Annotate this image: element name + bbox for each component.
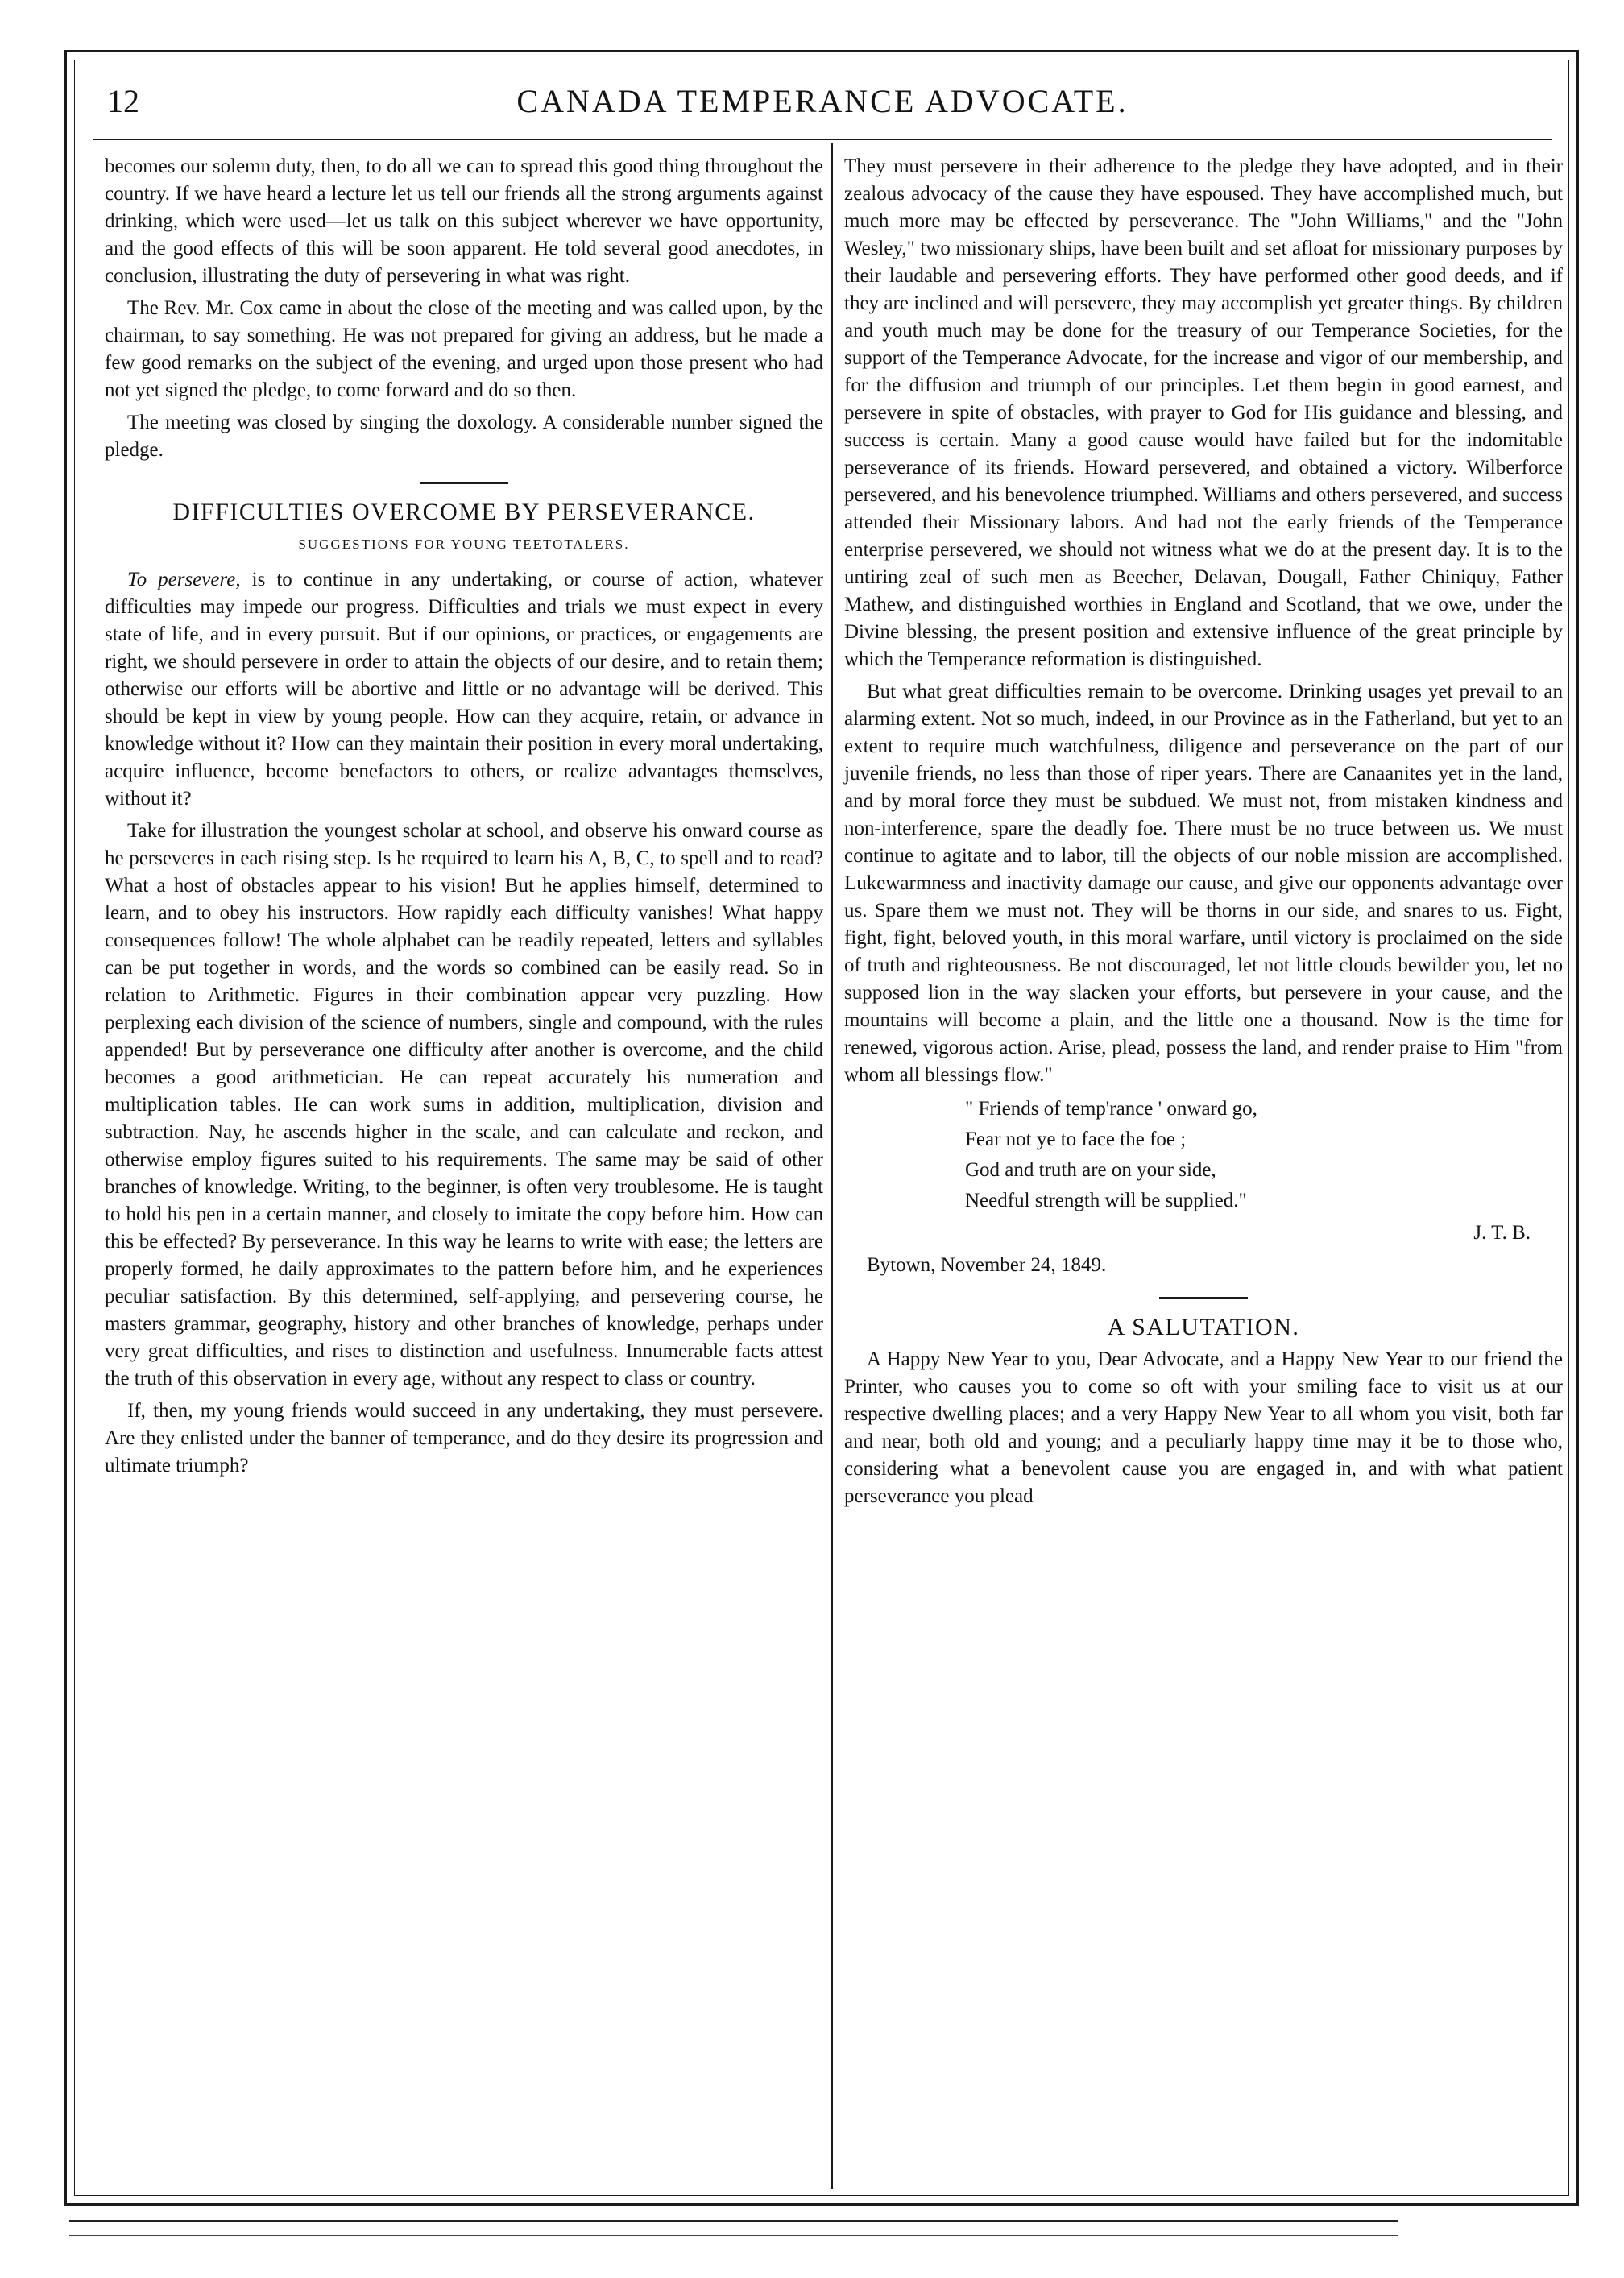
poem-line: God and truth are on your side, xyxy=(965,1159,1216,1181)
left-column xyxy=(105,153,823,1485)
masthead-title: CANADA TEMPERANCE ADVOCATE. xyxy=(516,83,1129,119)
paragraph-text: is to continue in any undertaking, or course of action, whatever difficulties may impede our progress. Difficulties and trials we must expect in every state of life, and in every pursuit. But if our opinions, or practices, or engagements are right, we should persevere in order to attain the objects of our desire, and to retain them; otherwise our efforts will be abortive and little or no advantage will be derived. This should be kept in view by young people. How can they acquire, retain, or advance in knowledge without it? How can they maintain their position in every moral undertaking, acquire influence, become benefactors to others, or realize advantages themselves, without it? xyxy=(105,569,823,810)
salutation-title: A SALUTATION. xyxy=(1107,1314,1300,1340)
right-column xyxy=(844,153,1563,1515)
paragraph: If, then, my young friends would succeed in any undertaking, they must persevere. Are they enlisted under the banner of temperance, and do they desire its progression and ultimate triumph? xyxy=(105,1400,823,1477)
poem-line: Needful strength will be supplied." xyxy=(965,1190,1247,1211)
paragraph: The Rev. Mr. Cox came in about the close of the meeting and was called upon, by the chairman, to say something. He was not prepared for giving an address, but he made a few good remarks on the subject of the evening, and urged upon those present who had not yet signed the pledge, to come forward and do so then. xyxy=(105,297,823,401)
page-number: 12 xyxy=(107,83,139,119)
page-header xyxy=(93,77,1552,135)
section-separator xyxy=(1159,1297,1248,1299)
poem-line: " Friends of temp'rance ' onward go, xyxy=(965,1098,1257,1120)
poem-quote xyxy=(965,1094,1563,1216)
header-rule xyxy=(93,139,1552,140)
bottom-rule-secondary xyxy=(69,2235,1398,2236)
article-subtitle: SUGGESTIONS FOR YOUNG TEETOTALERS. xyxy=(298,536,630,552)
bottom-rule xyxy=(69,2220,1398,2222)
author-signature: J. T. B. xyxy=(1473,1222,1531,1244)
paragraph: They must persevere in their adherence to the pledge they have adopted, and in their zealous advocacy of the cause they have espoused. They have accomplished much, but much more may be effected by perseverance. The "John Williams," and the "John Wesley," two missionary ships, have been built and set afloat for missionary purposes by their laudable and persevering efforts. They have performed other good deeds, and if they are inclined and will persevere, they may accomplish yet greater things. By children and youth much may be done for the treasury of our Temperance Societies, for the support of the Temperance Advocate, for the increase and vigor of our membership, and for the diffusion and triumph of our principles. Let them begin in good earnest, and persevere in spite of obstacles, with prayer to God for His guidance and blessing, and success is certain. Many a good cause would have failed but for the indomitable perseverance of its friends. Howard persevered, and obtained a victory. Wilberforce persevered, and his benevolence triumphed. Williams and others persevered, and success attended their Missionary labors. And had not the early friends of the Temperance enterprise persevered, we should not witness what we do at the present day. It is to the untiring zeal of such men as Beecher, Delavan, Dougall, Father Chiniquy, Father Mathew, and distinguished worthies in England and Scotland, that we owe, under the Divine blessing, the present position and extensive influence of the great principle by which the Temperance reformation is distinguished. xyxy=(844,155,1563,670)
paragraph: Take for illustration the youngest scholar at school, and observe his onward course as he perseveres in each rising step. Is he required to learn his A, B, C, to spell and to read? What a host of obstacles appear to his vision! But he applies himself, determined to learn, and to obey his instructors. How rapidly each difficulty vanishes! What happy consequences follow! The whole alphabet can be readily repeated, letters and syllables can be put together in words, and the words so combined can be easily read. So in relation to Arithmetic. Figures in their combination appear very puzzling. How perplexing each division of the science of numbers, single and compound, with the rules appended! But by perseverance one difficulty after another is overcome, and the child becomes a good arithmetician. He can repeat accurately his numeration and multiplication tables. He can work sums in addition, multiplication, division and subtraction. Nay, he ascends higher in the scale, and can calculate and reckon, and otherwise employ figures suited to his requirements. The same may be said of other branches of knowledge. Writing, to the beginner, is often very troublesome. He is taught to hold his pen in a certain manner, and closely to imitate the copy before him. How can this be effected? By perseverance. In this way he learns to write with ease; the letters are properly formed, he daily approximates to the pattern before him, and he experiences peculiar satisfaction. By this determined, self-applying, and persevering course, he masters grammar, geography, history and other branches of knowledge, perhaps under very great difficulties, and rises to distinction and usefulness. Innumerable facts attest the truth of this observation in every age, without any respect to class or country. xyxy=(105,820,823,1390)
paragraph: But what great difficulties remain to be overcome. Drinking usages yet prevail to an alarming extent. Not so much, indeed, in our Province as in the Fatherland, but yet to an extent to require much watchfulness, diligence and perseverance on the part of our juvenile friends, no less than those of riper years. There are Canaanites yet in the land, and by moral force they must be subdued. We must not, from mistaken kindness and non-interference, spare the deadly foe. There must be no truce between us. We must continue to agitate and to labor, till the objects of our noble mission are accomplished. Lukewarmness and inactivity damage our cause, and give our opponents advantage over us. Spare them we must not. They will be thorns in our side, and snares to us. Fight, fight, fight, beloved youth, in this moral warfare, until victory is proclaimed on the side of truth and righteousness. Be not discouraged, let not little clouds bewilder you, let no supposed lion in the way slacken your efforts, but persevere in your cause, and the mountains will become a plain, and the little one a thousand. Now is the time for renewed, vigorous action. Arise, plead, possess the land, and render praise to Him "from whom all blessings flow." xyxy=(844,681,1563,1086)
paragraph xyxy=(105,566,823,813)
poem-line: Fear not ye to face the foe ; xyxy=(965,1129,1187,1150)
section-separator xyxy=(420,482,508,484)
column-divider xyxy=(831,143,833,2189)
dateline: Bytown, November 24, 1849. xyxy=(867,1254,1107,1276)
article-title: DIFFICULTIES OVERCOME BY PERSEVERANCE. xyxy=(172,499,756,525)
italic-phrase: To persevere, xyxy=(127,569,241,590)
paragraph: becomes our solemn duty, then, to do all we can to spread this good thing throughout the country. If we have heard a lecture let us tell our friends all the strong arguments against drinking, which were used—let us talk on this subject wherever we have opportunity, and the good effects of this will be soon apparent. He told several good anecdotes, in conclusion, illustrating the duty of persevering in what was right. xyxy=(105,155,823,287)
paragraph: A Happy New Year to you, Dear Advocate, and a Happy New Year to our friend the Printer, who causes you to come so oft with your smiling face to visit us at our respective dwelling places; and a very Happy New Year to all whom you visit, both far and near, both old and young; and a peculiarly happy time may it be to those who, considering what a benevolent cause you are engaged in, and with what patient perseverance you plead xyxy=(844,1348,1563,1507)
paragraph: The meeting was closed by singing the doxology. A considerable number signed the pledge. xyxy=(105,412,823,461)
